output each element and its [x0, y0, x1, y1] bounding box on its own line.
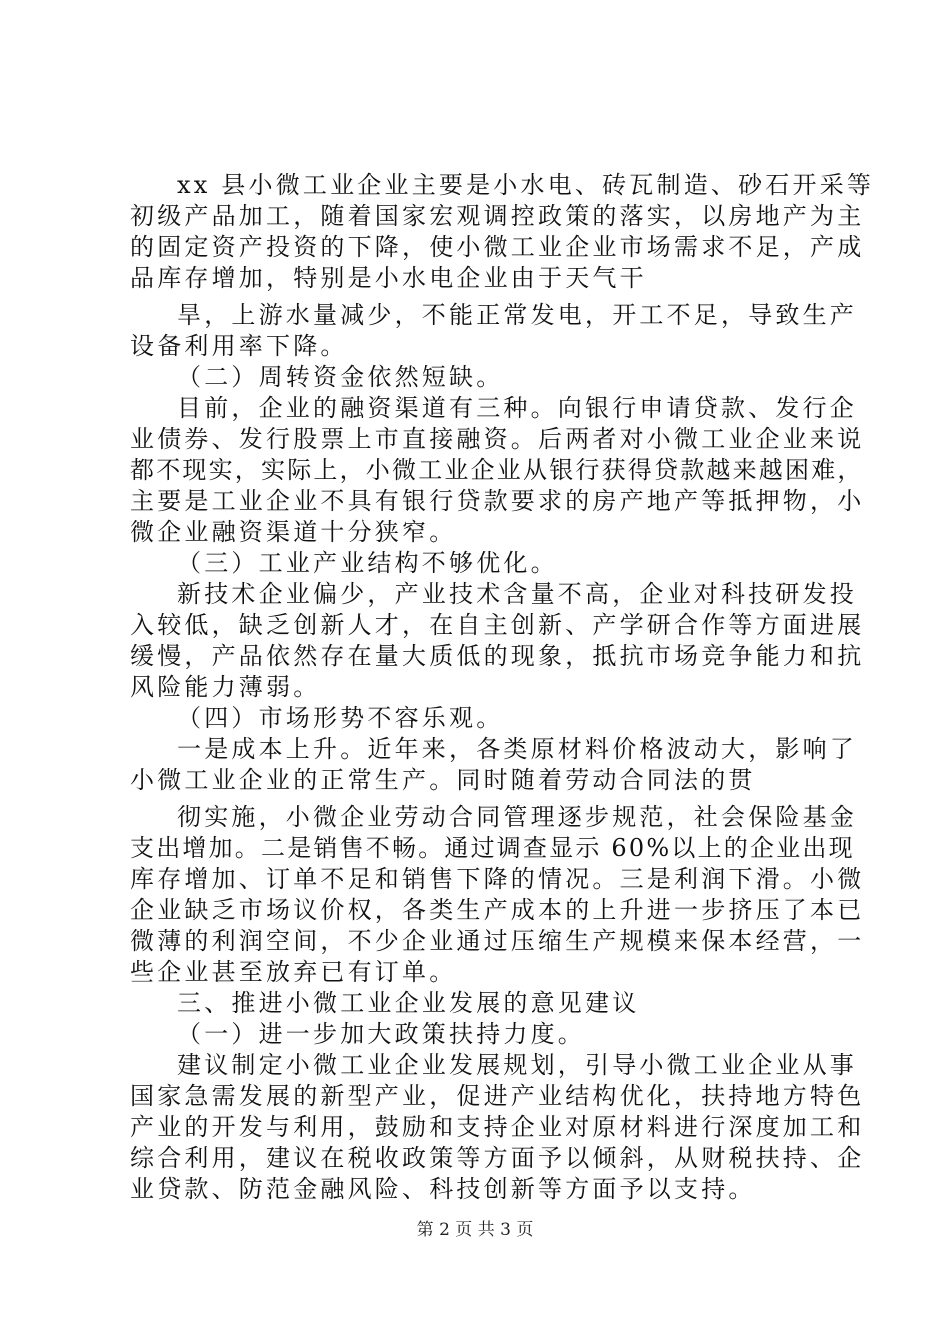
paragraph-line: 彻实施，小微企业劳动合同管理逐步规范，社会保险基金 [177, 803, 857, 831]
paragraph-line: 小微工业企业的正常生产。同时随着劳动合同法的贯 [130, 766, 756, 794]
section-heading: （一）进一步加大政策扶持力度。 [177, 1020, 585, 1048]
paragraph-line: 库存增加、订单不足和销售下降的情况。三是利润下滑。小微 [130, 865, 865, 893]
paragraph-line: 微薄的利润空间，不少企业通过压缩生产规模来保本经营，一 [130, 927, 865, 955]
paragraph-line: 业贷款、防范金融风险、科技创新等方面予以支持。 [130, 1175, 756, 1203]
paragraph-line: 些企业甚至放弃已有订单。 [130, 958, 457, 986]
paragraph-line: 缓慢，产品依然存在量大质低的现象，抵抗市场竞争能力和抗 [130, 642, 865, 670]
paragraph-line: 初级产品加工，随着国家宏观调控政策的落实，以房地产为主 [130, 202, 865, 230]
paragraph-line: xx 县小微工业企业主要是小水电、砖瓦制造、砂石开采等 [177, 171, 875, 199]
section-heading: （四）市场形势不容乐观。 [177, 704, 504, 732]
paragraph-line: 目前，企业的融资渠道有三种。向银行申请贷款、发行企 [177, 394, 857, 422]
document-body [130, 170, 875, 1205]
paragraph-line: 综合利用，建议在税收政策等方面予以倾斜，从财税扶持、企 [130, 1144, 865, 1172]
section-heading: 三、推进小微工业企业发展的意见建议 [177, 989, 640, 1017]
paragraph-line: 微企业融资渠道十分狭窄。 [130, 518, 457, 546]
paragraph-line: 业债券、发行股票上市直接融资。后两者对小微工业企业来说 [130, 425, 865, 453]
section-heading: （三）工业产业结构不够优化。 [177, 549, 558, 577]
paragraph-line: 的固定资产投资的下降，使小微工业企业市场需求不足，产成 [130, 233, 865, 261]
paragraph-line: 一是成本上升。近年来，各类原材料价格波动大，影响了 [177, 735, 857, 763]
paragraph-line: 风险能力薄弱。 [130, 673, 321, 701]
section-heading: （二）周转资金依然短缺。 [177, 363, 504, 391]
paragraph-line: 支出增加。二是销售不畅。通过调查显示 60%以上的企业出现 [130, 834, 855, 862]
paragraph-line: 入较低，缺乏创新人才，在自主创新、产学研合作等方面进展 [130, 611, 865, 639]
paragraph-line: 国家急需发展的新型产业，促进产业结构优化，扶持地方特色 [130, 1082, 865, 1110]
page-number-footer: 第 2 页 共 3 页 [416, 1220, 534, 1240]
paragraph-line: 主要是工业企业不具有银行贷款要求的房产地产等抵押物，小 [130, 487, 865, 515]
paragraph-line: 企业缺乏市场议价权，各类生产成本的上升进一步挤压了本已 [130, 896, 865, 924]
paragraph-line: 设备利用率下降。 [130, 332, 348, 360]
paragraph-line: 旱，上游水量减少，不能正常发电，开工不足，导致生产 [177, 301, 857, 329]
paragraph-line: 品库存增加，特别是小水电企业由于天气干 [130, 264, 647, 292]
paragraph-line: 新技术企业偏少，产业技术含量不高，企业对科技研发投 [177, 580, 857, 608]
paragraph-line: 都不现实，实际上，小微工业企业从银行获得贷款越来越困难， [130, 456, 864, 484]
paragraph-line: 建议制定小微工业企业发展规划，引导小微工业企业从事 [177, 1051, 857, 1079]
paragraph-line: 产业的开发与利用，鼓励和支持企业对原材料进行深度加工和 [130, 1113, 865, 1141]
